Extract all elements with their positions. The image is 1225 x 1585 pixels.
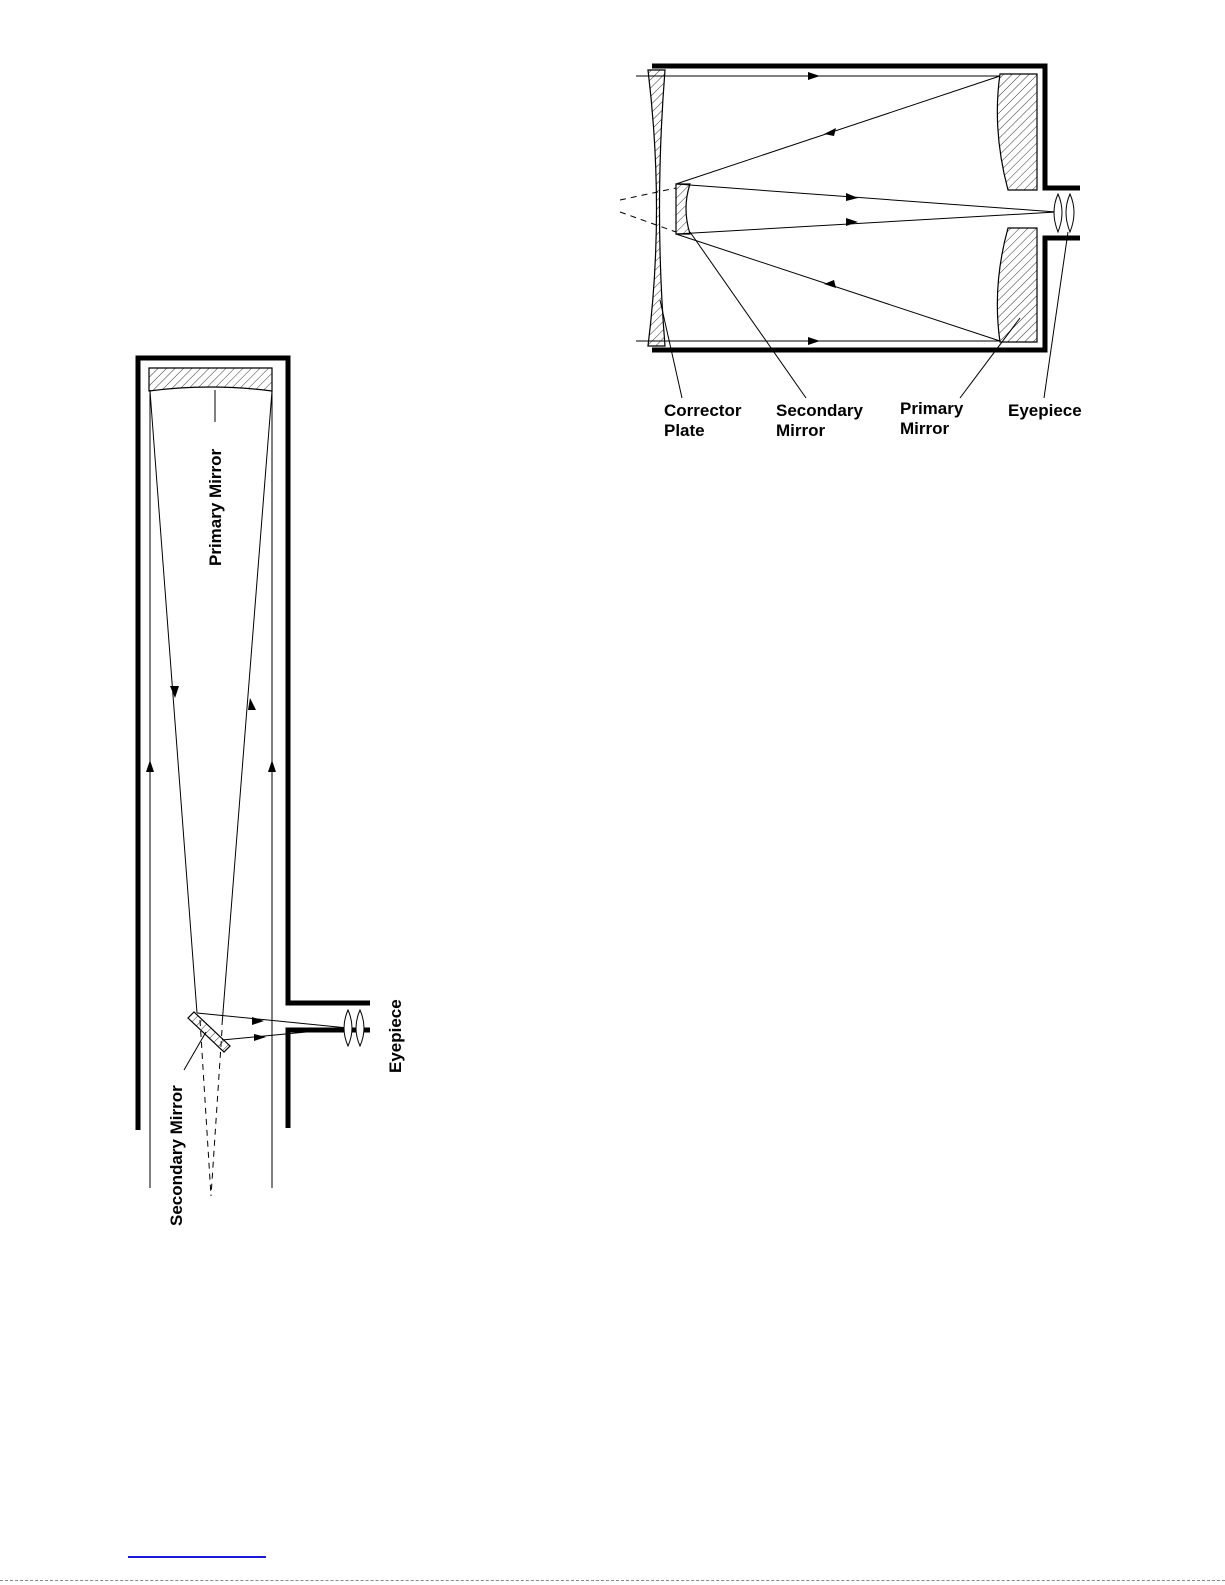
newtonian-secondary-mirror-label: Secondary Mirror <box>167 1085 186 1226</box>
sct-primary-mirror-upper <box>997 74 1037 190</box>
sct-corrector-plate <box>648 70 665 346</box>
sct-ray-to-eyepiece-lower <box>676 212 1056 234</box>
sct-ray-arrow <box>808 72 820 80</box>
sct-secondary-mirror <box>676 184 690 234</box>
sct-ray-arrow <box>808 337 820 345</box>
sct-ray-to-eyepiece-upper <box>676 184 1056 212</box>
sct-secondary-leader <box>690 232 806 398</box>
sct-corrector-label-line2: Plate <box>664 421 705 440</box>
sct-reflected-ray-top <box>676 76 1000 184</box>
newtonian-eyepiece-label: Eyepiece <box>386 999 405 1073</box>
sct-eyepiece-label: Eyepiece <box>1008 401 1082 420</box>
sct-primary-label-line1: Primary <box>900 399 964 418</box>
sct-primary-mirror-lower <box>997 228 1037 342</box>
sct-eyepiece-leader <box>1044 232 1068 398</box>
sct-ray-arrow <box>824 128 836 136</box>
sct-ray-arrow <box>824 280 836 288</box>
footnote-rule <box>128 1556 266 1558</box>
page-bottom-rule <box>0 1580 1225 1581</box>
sct-primary-label-line2: Mirror <box>900 419 950 438</box>
sct-dashed-projection-lower <box>620 212 676 232</box>
newtonian-primary-mirror-label: Primary Mirror <box>206 448 225 566</box>
sct-eyepiece <box>1054 194 1074 232</box>
sct-corrector-label-line1: Corrector <box>664 401 742 420</box>
sct-ray-arrow <box>846 218 858 226</box>
sct-dashed-projection-upper <box>620 188 676 200</box>
sct-primary-leader <box>960 318 1020 398</box>
sct-secondary-label-line2: Mirror <box>776 421 826 440</box>
sct-reflected-ray-bottom <box>676 234 1000 341</box>
sct-secondary-label-line1: Secondary <box>776 401 863 420</box>
